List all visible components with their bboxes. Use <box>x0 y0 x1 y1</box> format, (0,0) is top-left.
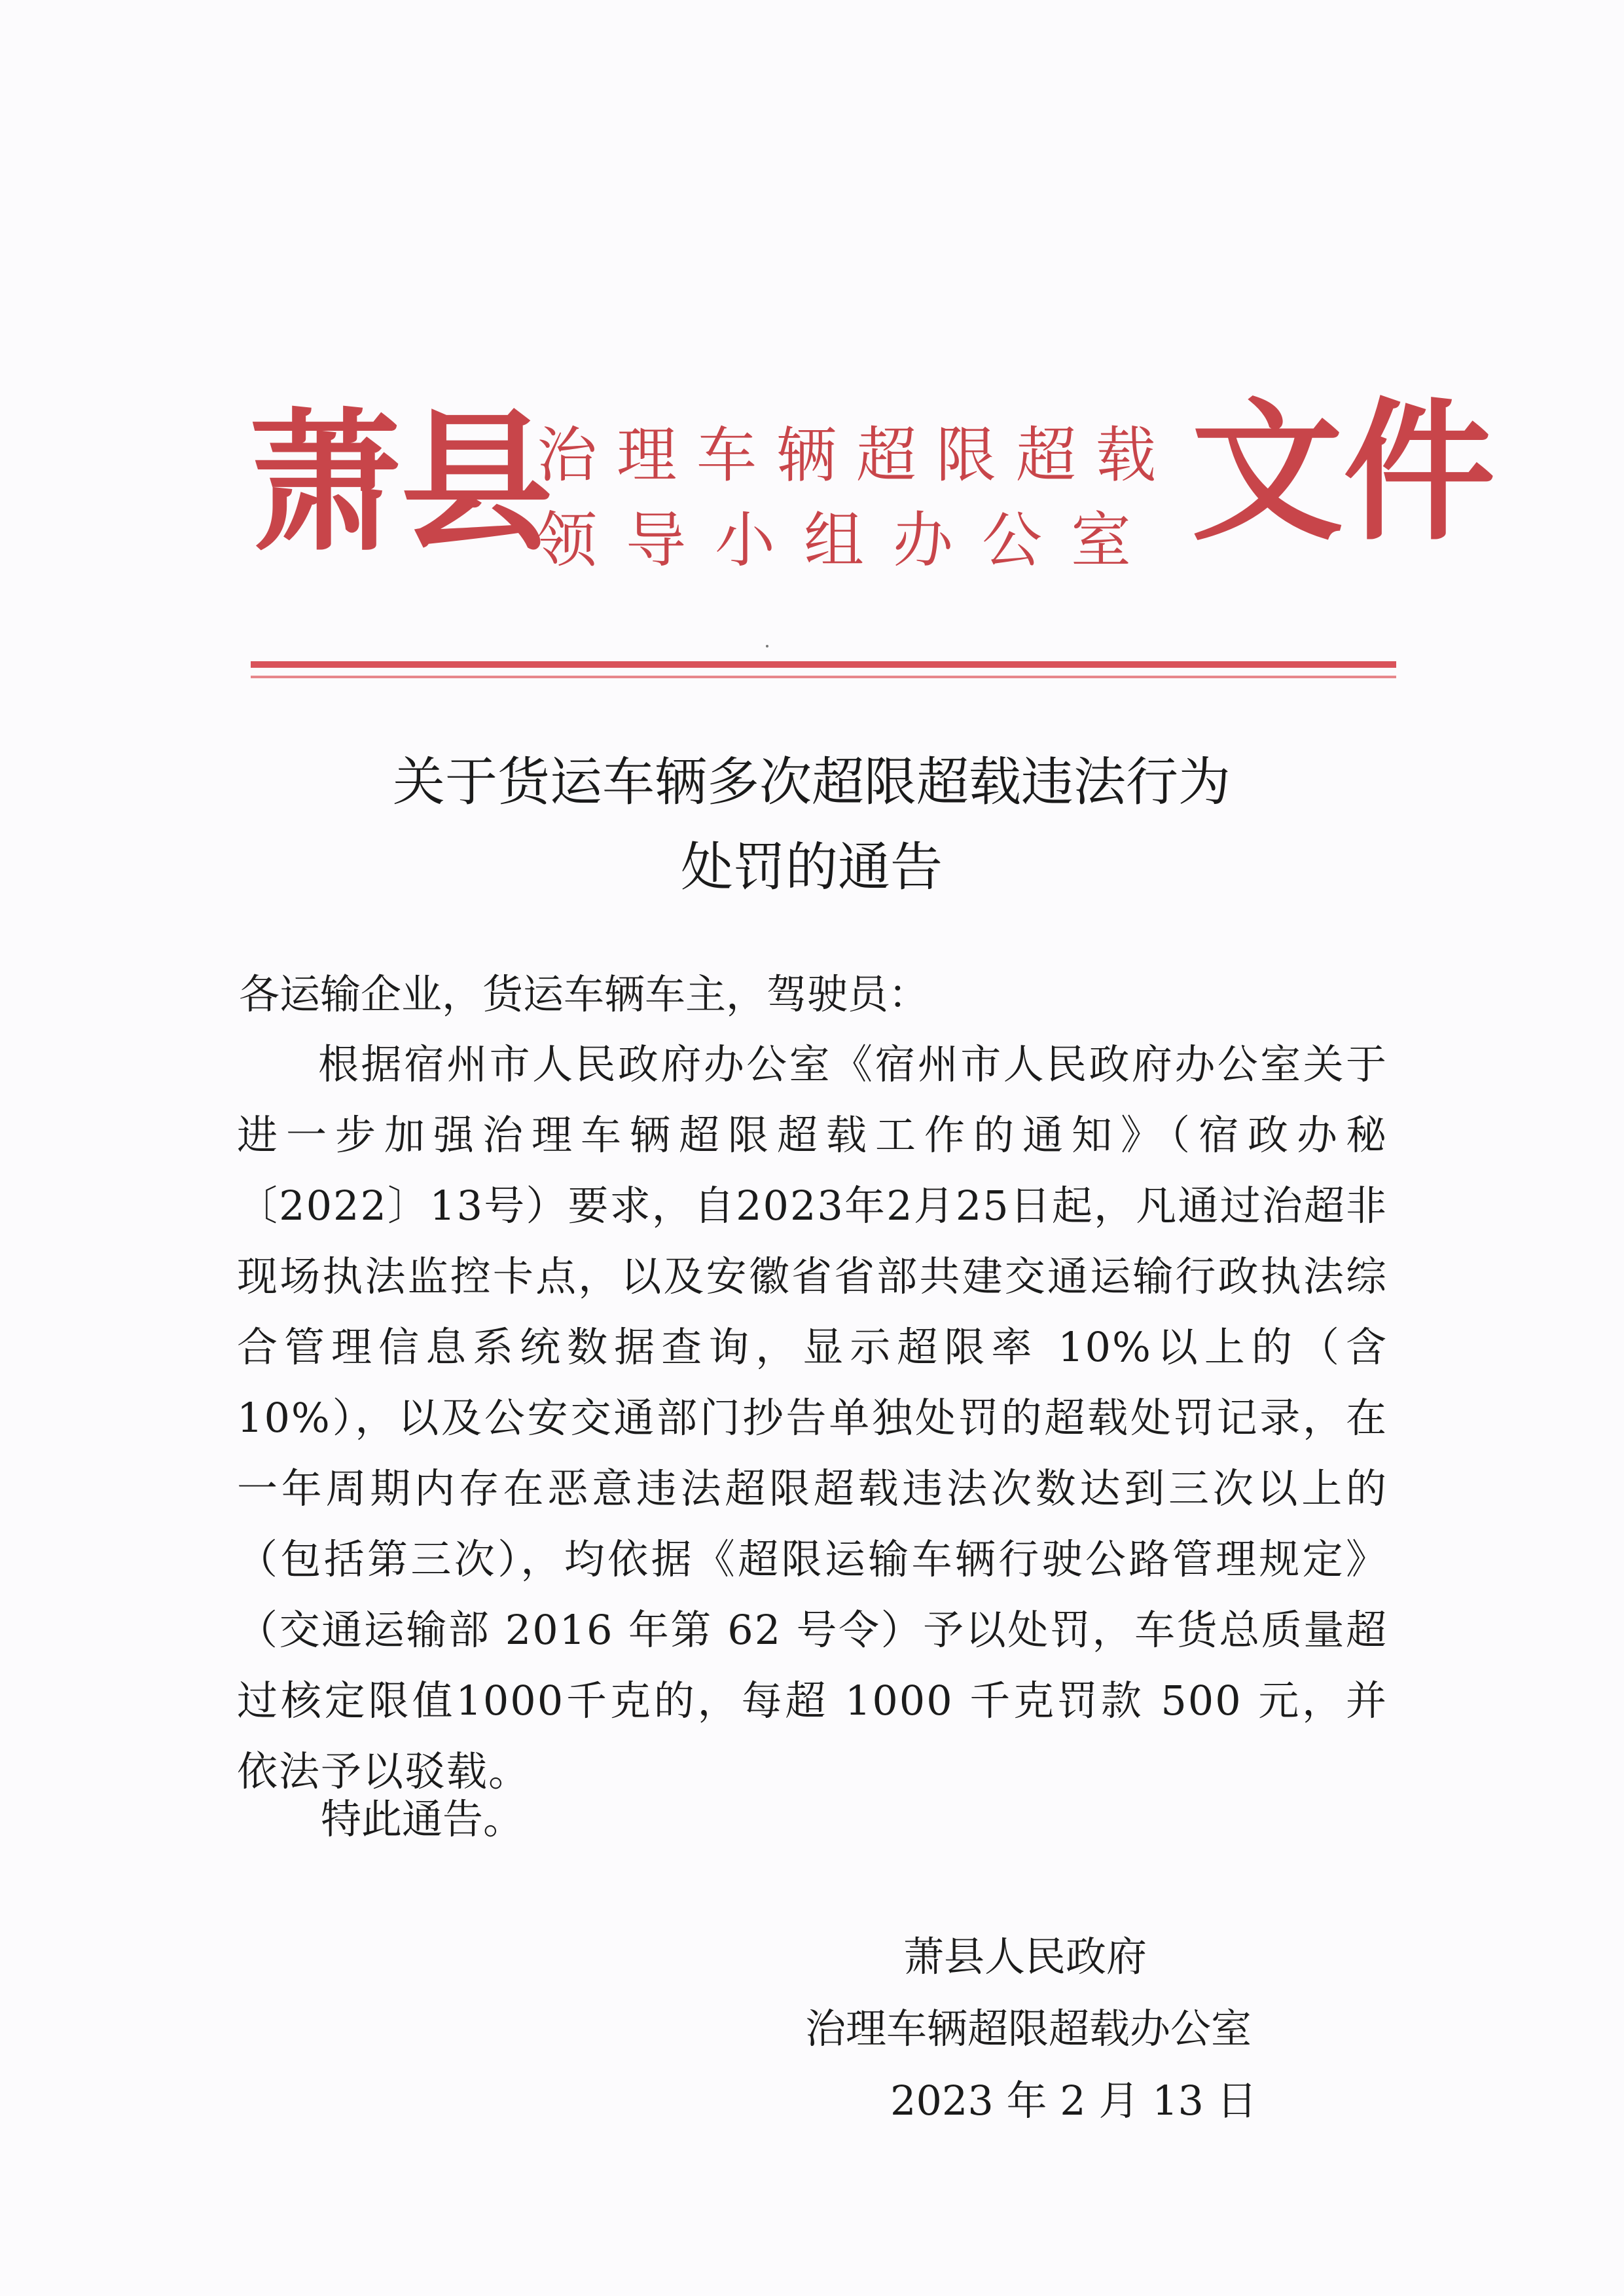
scan-speck <box>766 645 768 647</box>
letterhead-red-rule-thin <box>251 676 1396 678</box>
body-paragraph: 根据宿州市人民政府办公室《宿州市人民政府办公室关于进一步加强治理车辆超限超载工作的通知》（宿政办秘〔2022〕13号）要求，自2023年2月25日起，凡通过治超非现场执法监控卡点，以及安徽省省部共建交通运输行政执法综合管理信息系统数据查询，显示超限率 10%以上的（含10%），以及公安交通部门抄告单独处罚的超载处罚记录，在一年周期内存在恶意违法超限超载违法次数达到三次以上的（包括第三次），均依据《超限运输车辆行驶公路管理规定》（交通运输部 2016 年第 62 号令）予以处罚，车货总质量超过核定限值1000千克的，每超 1000 千克罚款 500 元，并依法予以驳载。 <box>237 1040 1388 1795</box>
signature-issuer-government: 萧县人民政府 <box>903 1933 1147 1980</box>
letterhead-doc-type: 文件 <box>1191 384 1496 561</box>
letterhead-county: 萧县 <box>249 395 553 572</box>
title-line1: 关于货运车辆多次超限超载违法行为 <box>393 752 1231 812</box>
letterhead-org-line2: 领导小组办公室 <box>537 505 1161 575</box>
salutation: 各运输企业，货运车辆车主，驾驶员： <box>239 970 929 1018</box>
letterhead-red-rule <box>251 661 1396 668</box>
title-line2: 处罚的通告 <box>681 837 943 898</box>
closing-remark: 特此通告。 <box>321 1795 524 1843</box>
letterhead <box>249 373 1496 589</box>
signature-date: 2023 年 2 月 13 日 <box>890 2077 1257 2124</box>
document-title <box>249 740 1375 910</box>
signature-issuer-office: 治理车辆超限超载办公室 <box>805 2005 1252 2052</box>
letterhead-org-line1: 治理车辆超限超载 <box>537 420 1176 490</box>
